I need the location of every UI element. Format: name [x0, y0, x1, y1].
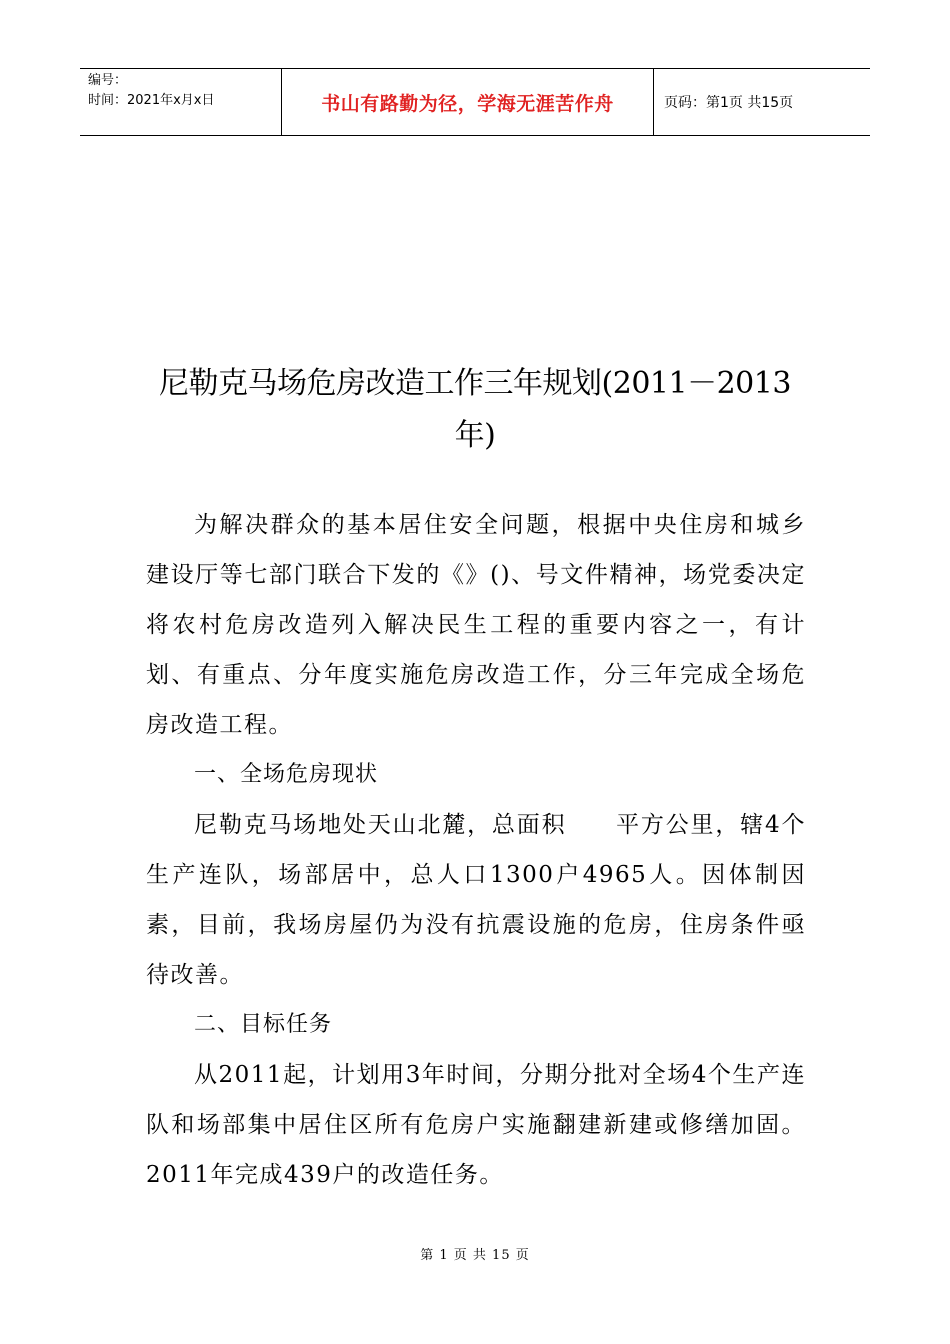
- header-meta: [80, 69, 282, 135]
- page-header: [80, 68, 870, 136]
- header-motto: 书山有路勤为径，学海无涯苦作舟: [282, 69, 654, 135]
- header-time-label: 时间：2021年x月x日: [88, 93, 215, 108]
- section2-heading: 二、目标任务: [194, 1012, 333, 1037]
- intro-paragraph: 为解决群众的基本居住安全问题，根据中央住房和城乡建设厅等七部门联合下发的《》()、号文件精神，场党委决定将农村危房改造列入解决民生工程的重要内容之一，有计划、有重点、分年度实施危房改造工作，分三年完成全场危房改造工程。: [146, 512, 806, 738]
- header-page-info: 页码：第1页 共15页: [664, 95, 794, 111]
- section1-paragraph: 尼勒克马场地处天山北麓，总面积 平方公里，辖4个生产连队，场部居中，总人口1300户4965人。因体制因素，目前，我场房屋仍为没有抗震设施的危房，住房条件亟待改善。: [146, 812, 806, 988]
- document-title-line2: 年): [454, 418, 496, 453]
- section2-paragraph: 从2011起，计划用3年时间，分期分批对全场4个生产连队和场部集中居住区所有危房户实施翻建新建或修缮加固。2011年完成439户的改造任务。: [146, 1062, 806, 1188]
- section1-heading: 一、全场危房现状: [194, 762, 379, 787]
- document-body: [146, 500, 806, 1200]
- document-title-line1: 尼勒克马场危房改造工作三年规划(2011－2013: [159, 366, 791, 401]
- header-number-label: 编号：: [88, 73, 128, 88]
- page-footer: 第 1 页 共 15 页: [420, 1248, 530, 1263]
- document-title: [130, 358, 820, 462]
